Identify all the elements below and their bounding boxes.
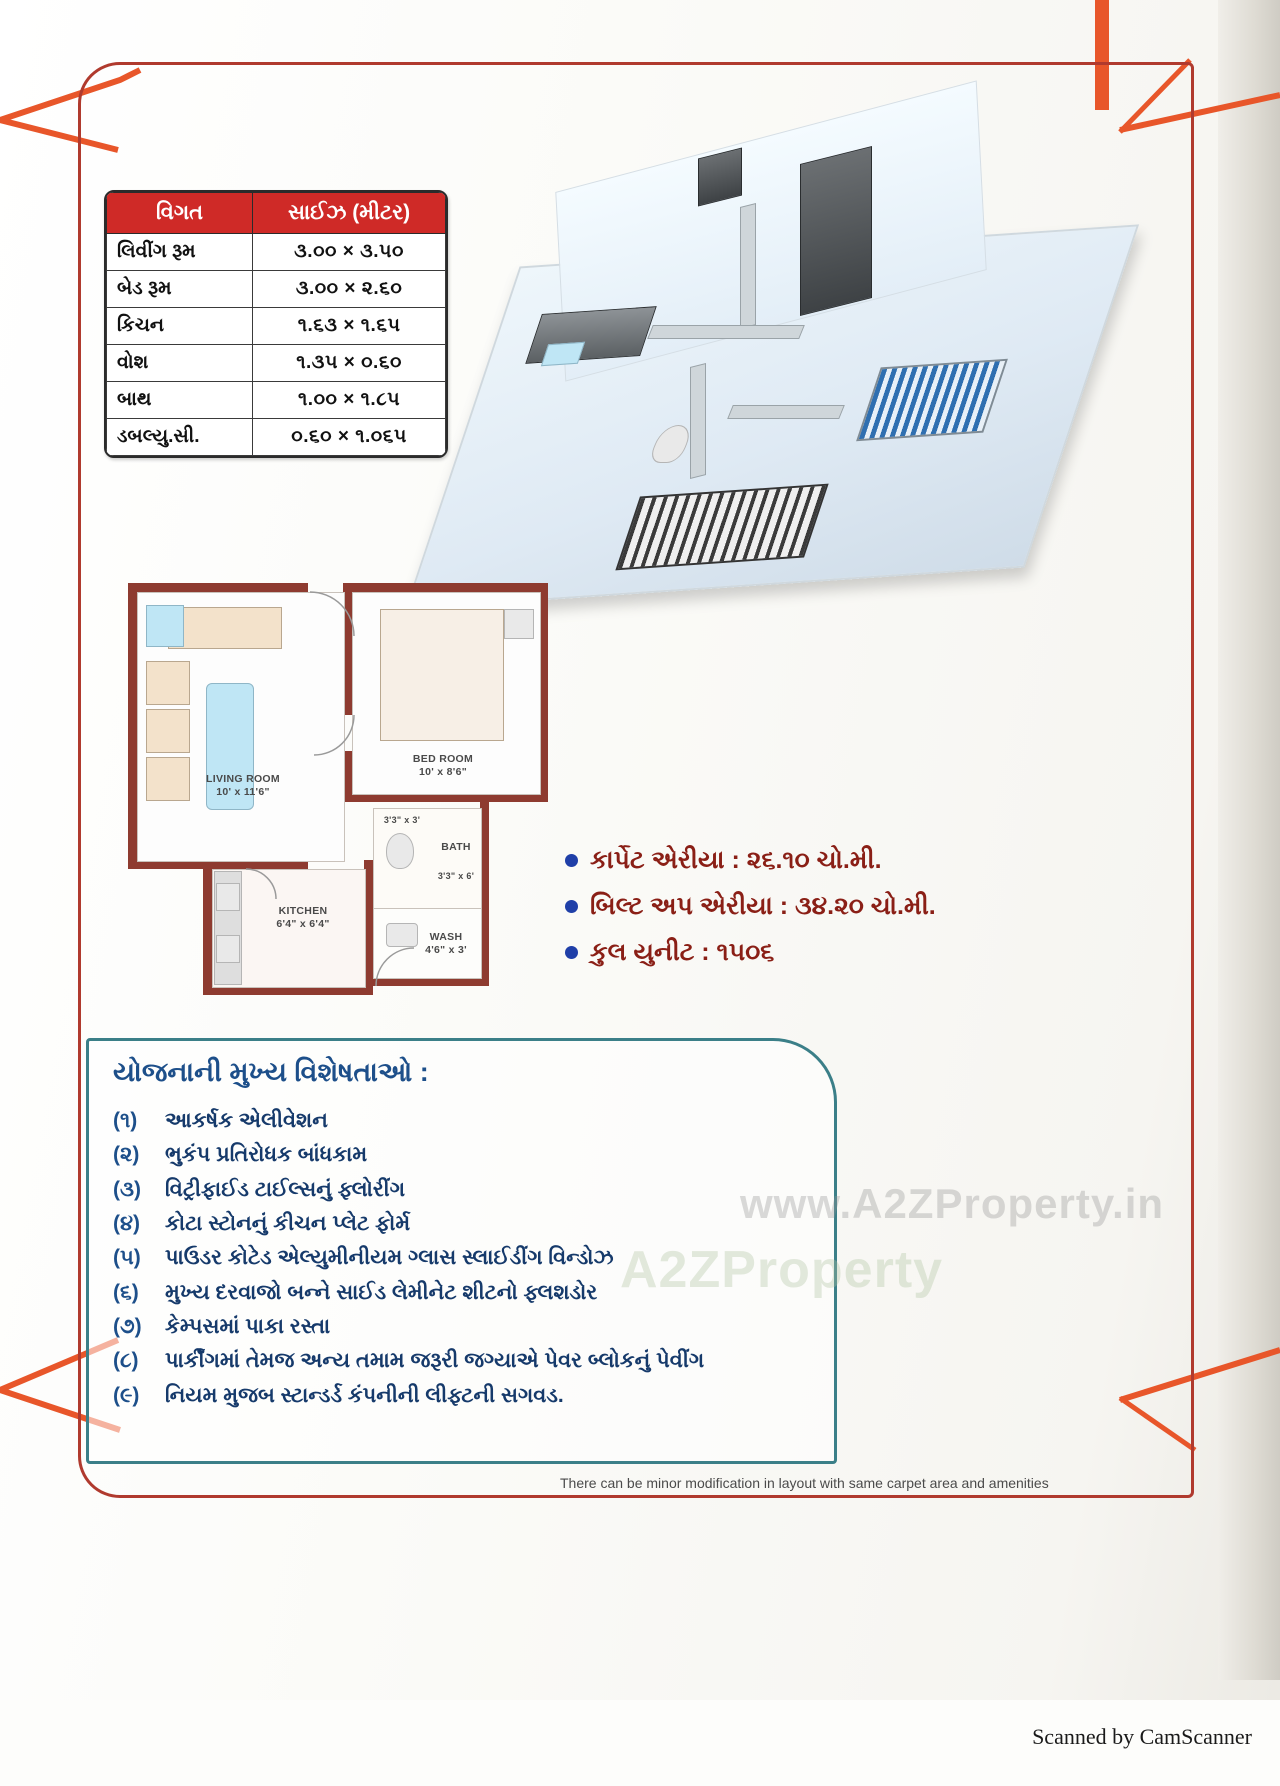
plan-label-wash-size: 4'6" x 3' [425,944,467,957]
features-box [86,1038,837,1464]
plan-label-bath [428,841,484,854]
feature-text: ભુકંપ પ્રતિરોધક બાંધકામ [165,1143,368,1167]
feature-text: કેમ્પસમાં પાકા રસ્તા [165,1315,331,1339]
plan-label-bedroom [383,753,503,779]
table-row [107,308,446,345]
plan-label-wash [406,931,486,957]
plan-label-bath-name: BATH [441,841,471,853]
table-header-item: વિગત [107,193,253,234]
bullet-icon [565,946,578,959]
feature-number: (૪) [113,1212,141,1236]
list-item [113,1279,820,1307]
render-partition-2 [647,325,805,339]
layout-disclaimer: There can be minor modification in layout with same carpet area and amenities [560,1475,1049,1491]
feature-text: પાઉડર કોટેડ એલ્યુમીનીયમ ગ્લાસ સ્લાઈડીંગ વિન્ડોઝ [165,1246,614,1270]
plan-label-living-size: 10' x 11'6" [216,786,270,799]
plan-label-wash-name: WASH [429,931,463,943]
feature-number: (૬) [113,1280,139,1304]
feature-number: (૭) [113,1315,142,1339]
feature-text: વિટ્રીફાઈડ ટાઈલ્સનું ફ્લોરીંગ [165,1177,406,1201]
carpet-area-text: કાર્પેટ એરીયા : ૨૬.૧૦ ચો.મી. [590,846,882,874]
room-name: બેડ રૂમ [107,271,253,308]
builtup-area-text: બિલ્ટ અપ એરીયા : ૩૪.૨૦ ચો.મી. [590,892,936,920]
plan-label-living-name: LIVING ROOM [206,773,280,785]
room-name: કિચન [107,308,253,345]
feature-number: (૧) [113,1109,138,1132]
plan-label-bath-size [428,871,484,882]
feature-text: નિયમ મુજબ સ્ટાન્ડર્ડ કંપનીની લીફ્ટની સગવડ. [165,1383,564,1407]
features-title: યોજનાની મુખ્ય વિશેષતાઓ : [113,1057,429,1087]
table-header-size: સાઈઝ (મીટર) [253,193,446,234]
bullet-icon [565,900,578,913]
plan-label-bedroom-name: BED ROOM [412,753,474,765]
render-partition-3 [690,363,706,479]
table-header-row [107,193,446,234]
bullet-icon [565,854,578,867]
features-list [113,1107,820,1416]
feature-text: કોટા સ્ટોનનું કીચન પ્લેટ ફોર્મ [165,1212,411,1236]
area-item-total-units [565,937,1085,967]
feature-text: આકર્ષક એલીવેશન [165,1109,328,1132]
render-wardrobe [800,146,872,316]
watermark-secondary: A2ZProperty [620,1241,944,1299]
plan-label-kitchen-name: KITCHEN [278,905,328,917]
room-size: ૧.૦૦ × ૧.૮૫ [253,382,446,419]
render-balcony-railing [615,484,828,571]
list-item [113,1107,820,1135]
plan-label-kitchen-size: 6'4" x 6'4" [276,918,330,931]
feature-number: (૩) [113,1177,141,1201]
table-row [107,382,446,419]
table-row [107,419,446,456]
room-size: ૦.૬૦ × ૧.૦૬૫ [253,419,446,456]
watermark-primary: www.A2ZProperty.in [740,1180,1165,1227]
list-item [113,1141,820,1169]
feature-text: પાર્કીંગમાં તેમજ અન્ય તમામ જરૂરી જગ્યાએ પેવર બ્લોકનું પેવીંગ [165,1349,705,1373]
room-size: ૩.૦૦ × ૨.૬૦ [253,271,446,308]
room-size: ૩.૦૦ × ૩.૫૦ [253,234,446,271]
room-name: બાથ [107,382,253,419]
render-partition-4 [727,405,845,419]
plan-label-wc-size [376,815,428,826]
feature-number: (૫) [113,1246,141,1270]
camscanner-footer: Scanned by CamScanner [1032,1724,1252,1749]
3d-floor-plan-render [440,95,1120,615]
plan-label-bedroom-size: 10' x 8'6" [418,766,467,779]
plan-label-bath-size-text: 3'3" x 6' [437,871,475,881]
feature-text: મુખ્ય દરવાજો બન્ને સાઈડ લેમીનેટ શીટનો ફ્લશડોર [165,1280,598,1304]
room-size: ૧.૩૫ × ૦.૬૦ [253,345,446,382]
table-row [107,234,446,271]
list-item [113,1382,820,1410]
area-item-builtup [565,891,1085,921]
list-item [113,1210,820,1238]
plan-label-kitchen [248,905,358,931]
table-row [107,271,446,308]
list-item [113,1347,820,1375]
plan-label-wc-text: 3'3" x 3' [383,815,421,825]
feature-number: (૮) [113,1349,139,1373]
plan-label-living [183,773,303,799]
room-name: ડબલ્યુ.સી. [107,419,253,456]
room-name: વોશ [107,345,253,382]
total-units-text: કુલ યુનીટ : ૧૫૦૬ [590,938,775,966]
2d-floor-plan [128,583,548,1008]
room-name: લિવીંગ રૂમ [107,234,253,271]
area-summary [565,845,1085,983]
feature-number: (૯) [113,1383,140,1407]
list-item [113,1244,820,1272]
area-item-carpet [565,845,1085,875]
render-partition-1 [740,203,756,329]
room-size-table [104,190,448,458]
list-item [113,1176,820,1204]
list-item [113,1313,820,1341]
table-row [107,345,446,382]
feature-number: (૨) [113,1143,140,1167]
room-size: ૧.૬૩ × ૧.૬૫ [253,308,446,345]
